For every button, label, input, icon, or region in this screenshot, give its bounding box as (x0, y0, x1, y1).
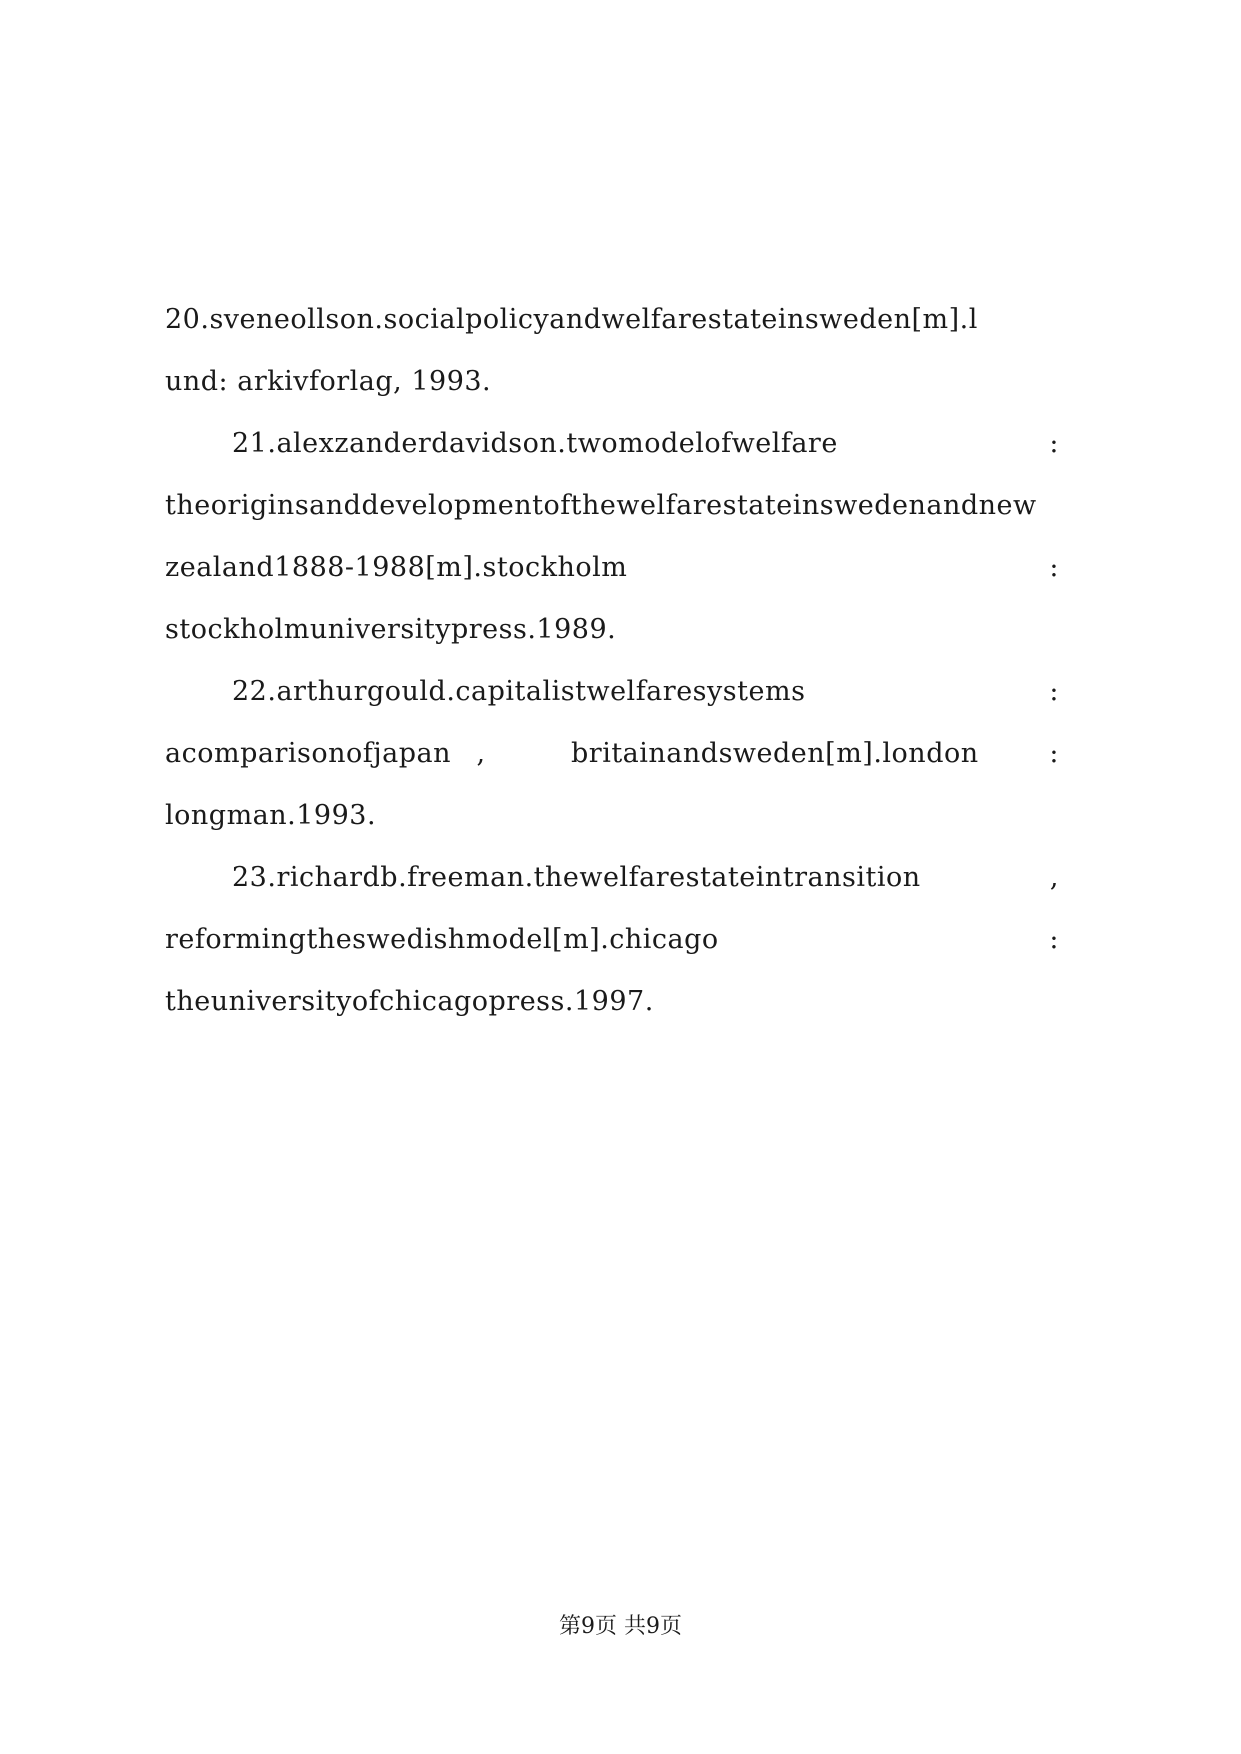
reference-22-tail-2: : (1049, 738, 1059, 769)
reference-23-tail-2: : (1049, 924, 1059, 955)
reference-21-text-1: 21.alexzanderdavidson.twomodelofwelfare (232, 428, 838, 459)
reference-22-text-3: longman.1993. (165, 800, 377, 831)
reference-21-tail-3: : (1049, 552, 1059, 583)
reference-23-tail-1: , (1049, 862, 1059, 893)
reference-22-line-3 (165, 796, 1075, 836)
reference-21-line-1 (232, 424, 1075, 464)
reference-22-comma: , (476, 738, 486, 769)
reference-21-text-2: theoriginsanddevelopmentofthewelfarestateinswedenandnew (165, 490, 1037, 521)
reference-22-line-1 (232, 672, 1075, 712)
reference-21-text-4: stockholmuniversitypress.1989. (165, 614, 617, 645)
reference-23-text-2: reformingtheswedishmodel[m].chicago (165, 924, 719, 955)
page-number-label: 第9页 共9页 (559, 1614, 682, 1639)
reference-20-text-2: und: arkivforlag, 1993. (165, 366, 492, 397)
reference-22-line-2-body (165, 734, 979, 774)
reference-22-text-2b: britainandsweden[m].london (571, 738, 979, 769)
reference-21-tail-1: : (1049, 428, 1059, 459)
reference-23-line-2 (165, 920, 1075, 960)
reference-23-line-3 (165, 982, 1075, 1022)
reference-21-line-2 (165, 486, 1075, 526)
reference-22-text-1: 22.arthurgould.capitalistwelfaresystems (232, 676, 806, 707)
reference-23-line-1 (232, 858, 1075, 898)
reference-22-tail-1: : (1049, 676, 1059, 707)
reference-20-text-1: 20.sveneollson.socialpolicyandwelfarestateinsweden[m].l (165, 304, 978, 335)
page-footer (0, 1612, 1241, 1642)
reference-20-line-1 (165, 300, 1075, 340)
reference-23-text-1: 23.richardb.freeman.thewelfarestateintransition (232, 862, 921, 893)
reference-22-text-2a: acomparisonofjapan (165, 738, 451, 769)
reference-21-text-3: zealand1888-1988[m].stockholm (165, 552, 628, 583)
reference-21-line-3 (165, 548, 1075, 588)
reference-21-line-4 (165, 610, 1075, 650)
reference-23-text-3: theuniversityofchicagopress.1997. (165, 986, 654, 1017)
reference-20-line-2 (165, 362, 1075, 402)
reference-22-line-2 (165, 734, 1075, 774)
